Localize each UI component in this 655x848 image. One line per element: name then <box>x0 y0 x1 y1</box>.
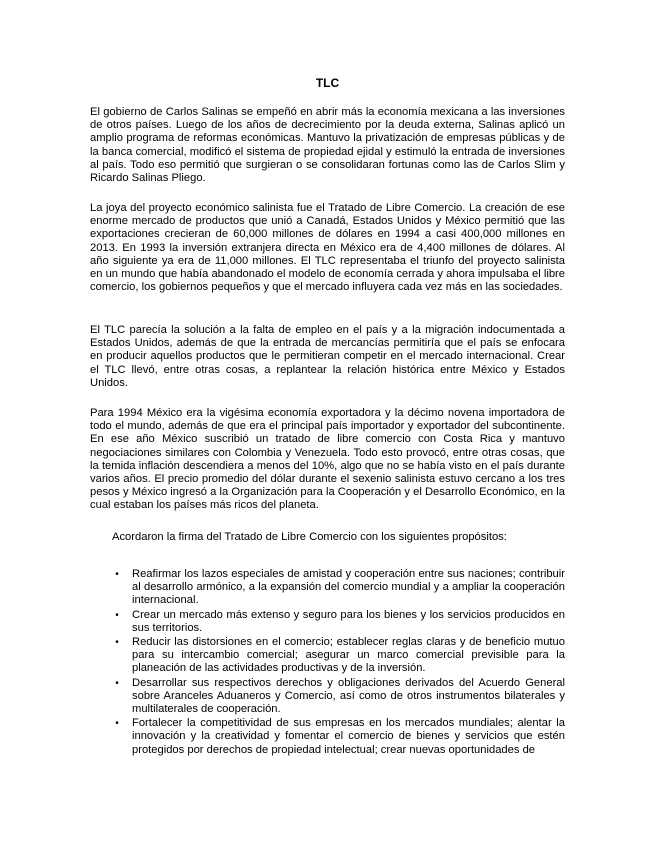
list-item-text: Crear un mercado más extenso y seguro para los bienes y los servicios producidos en sus territorios. <box>132 608 565 634</box>
paragraph-salinas-reforms: El gobierno de Carlos Salinas se empeñó en abrir más la economía mexicana a las inversiones de otros países. Luego de los años de decrecimiento por la deuda externa, Salinas aplicó un amplio programa de reformas económicas. Mantuvo la privatización de empresas públicas y de la banca comercial, modificó el sistema de propiedad ejidal y estimuló la entrada de inversiones al país. Todo eso permitió que surgieran o se consolidaran fortunas como las de Carlos Slim y Ricardo Salinas Pliego. <box>90 106 565 185</box>
list-item-text: Reducir las distorsiones en el comercio; establecer reglas claras y de beneficio mutuo para su intercambio comercial; asegurar un marco comercial previsible para la planeación de las actividades productivas y de la inversión. <box>132 636 565 675</box>
paragraph-tlc-jewel: La joya del proyecto económico salinista fue el Tratado de Libre Comercio. La creación de ese enorme mercado de productos que unió a Canadá, Estados Unidos y México permitió que las exportaciones crecieran de 60,000 millones de dólares en 1994 a casi 400,000 millones en 2013. En 1993 la inversión extranjera directa en México era de 4,400 millones de dólares. Al año siguiente ya era de 11,000 millones. El TLC representaba el triunfo del proyecto salinista en un mundo que había abandonado el modelo de economía cerrada y ahora impulsaba el libre comercio, los gobiernos pequeños y que el mercado influyera cada vez más en las sociedades. <box>90 202 565 294</box>
purposes-intro: Acordaron la firma del Tratado de Libre Comercio con los siguientes propósitos: <box>112 531 507 543</box>
purposes-list <box>115 568 565 758</box>
document-title: TLC <box>315 76 340 90</box>
bullet-icon: • <box>115 569 119 580</box>
list-item-text: Reafirmar los lazos especiales de amistad y cooperación entre sus naciones; contribuir al desarrollo armónico, a la expansión del comercio mundial y a ampliar la cooperación internacional. <box>132 568 565 607</box>
list-item <box>115 636 565 676</box>
list-item-text: Desarrollar sus respectivos derechos y obligaciones derivados del Acuerdo General sobre Aranceles Aduaneros y Comercio, así como de otros instrumentos bilaterales y multilaterales de cooperación. <box>132 676 565 716</box>
list-item <box>115 717 565 757</box>
bullet-icon: • <box>115 677 119 689</box>
list-item <box>115 608 565 635</box>
bullet-icon: • <box>115 609 119 621</box>
list-item <box>115 676 565 717</box>
list-item <box>115 568 565 608</box>
bullet-icon: • <box>115 637 119 649</box>
bullet-icon: • <box>115 718 119 730</box>
paragraph-mexico-1994: Para 1994 México era la vigésima economía exportadora y la décimo novena importadora de todo el mundo, además de que era el principal país importador y exportador del subcontinente. En ese año México suscribió un tratado de libre comercio con Costa Rica y mantuvo negociaciones similares con Colombia y Venezuela. Todo esto provocó, entre otras cosas, que la temida inflación descendiera a menos del 10%, algo que no se había visto en el país durante varios años. El precio promedio del dólar durante el sexenio salinista estuvo cercano a los tres pesos y México ingresó a la Organización para la Cooperación y el Desarrollo Económico, en la cual estaban los países más ricos del planeta. <box>90 407 565 512</box>
list-item-text: Fortalecer la competitividad de sus empresas en los mercados mundiales; alentar la innovación y la creatividad y fomentar el comercio de bienes y servicios que estén protegidos por derechos de propiedad intelectual; crear nuevas oportunidades de <box>132 717 565 756</box>
paragraph-tlc-solution: El TLC parecía la solución a la falta de empleo en el país y a la migración indocumentada a Estados Unidos, además de que la entrada de mercancías permitiría que el país se enfocara en producir aquellos productos que le permitieran competir en el mercado internacional. Crear el TLC llevó, entre otras cosas, a replantear la relación histórica entre México y Estados Unidos. <box>90 324 565 389</box>
